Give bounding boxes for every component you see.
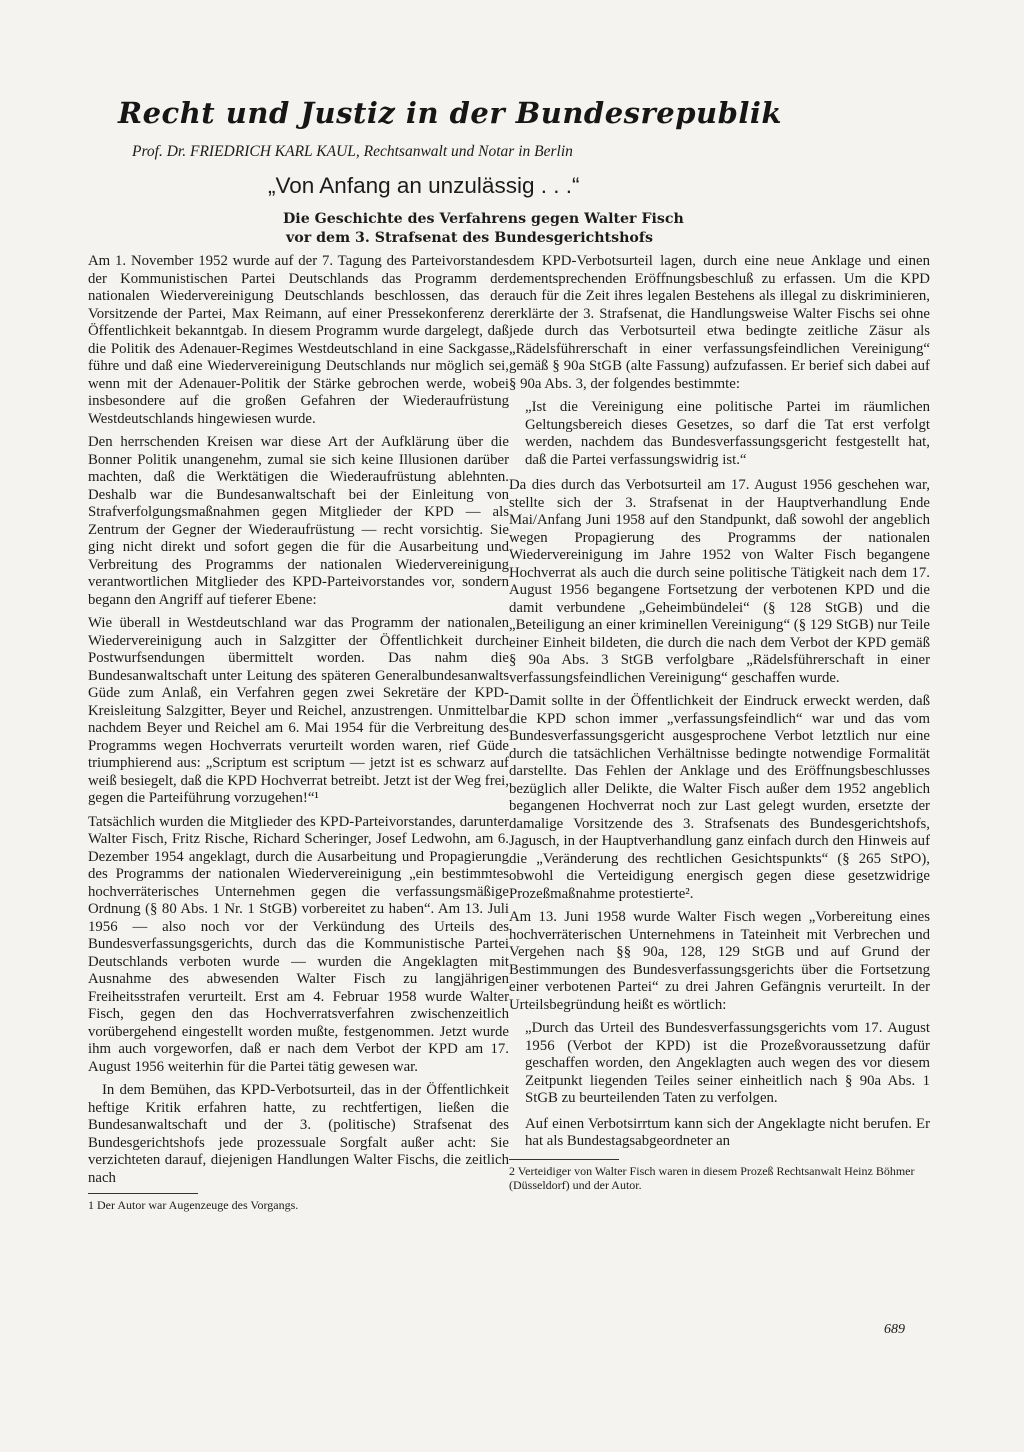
paragraph: Wie überall in Westdeutschland war das Programm der nationalen Wiedervereinigung auch in Salzgitter der Öffentlichkeit durch Postwurfsendungen übermittelt worden. Das nahm die Bundesanwaltschaft unter Leitung des späteren Generalbundesanwalts Güde zum Anlaß, ein Verfahren gegen zwei Sekretäre der KPD-Kreisleitung Salzgitter, Beyer und Reichel, anzustrengen. Unmittelbar nachdem Beyer und Reichel am 6. Mai 1954 für die Verbreitung des Programms wegen Hochverrats verurteilt worden waren, rief Güde triumphierend aus: „Scriptum est scriptum — jetzt ist es schwarz auf weiß besiegelt, daß die KPD Hochverrat betreibt. Jetzt ist der Weg frei, gegen die Parteiführung vorzugehen!“¹	[88, 615, 509, 806]
paragraph: dem KPD-Verbotsurteil lagen, durch eine neue Anklage und einen dementsprechenden Eröffnungsbeschluß zu erfassen. Um die KPD auch für die Zeit ihres legalen Bestehens als illegal zu diskriminieren, erklärte der 3. Strafsenat, die Handlungsweise Walter Fischs sei ohne jede durch das Verbotsurteil etwa bedingte zeitliche Zäsur als „Rädelsführerschaft in einer verfassungsfeindlichen Vereinigung“ gemäß § 90a StGB (alte Fassung) aufzufassen. Er berief sich dabei auf § 90a Abs. 3, der folgendes bestimmte:	[509, 253, 930, 392]
article-subtitle	[283, 210, 843, 248]
section-title: Recht und Justiz in der Bundesrepublik	[118, 96, 782, 130]
author-line: Prof. Dr. FRIEDRICH KARL KAUL, Rechtsanwalt und Notar in Berlin	[132, 143, 573, 160]
paragraph: Tatsächlich wurden die Mitglieder des KPD-Parteivorstandes, darunter Walter Fisch, Fritz Rische, Richard Scheringer, Josef Ledwohn, am 6. Dezember 1954 angeklagt, durch die Ausarbeitung und Propagierung des Programms der nationalen Wiedervereinigung „ein bestimmtes hochverräterisches Unternehmen gegen die verfassungsmäßige Ordnung (§ 80 Abs. 1 Nr. 1 StGB) vorbereitet zu haben“. Am 13. Juli 1956 — also noch vor der Verkündung des Urteils des Bundesverfassungsgerichts, durch das die Kommunistische Partei Deutschlands verboten wurde — wurden die Angeklagten mit Ausnahme des abwesenden Walter Fisch zu langjährigen Freiheitsstrafen verurteilt. Erst am 4. Februar 1958 wurde Walter Fisch, gegen den das Hochverratsverfahren zwischenzeitlich vorübergehend eingestellt worden mußte, festgenommen. Jetzt wurde ihm auch vorgeworfen, daß er nach dem Verbot der KPD am 17. August 1956 weiterhin für die Partei tätig gewesen war.	[88, 813, 509, 1075]
block-quote: „Ist die Vereinigung eine politische Partei im räumlichen Geltungsbereich dieses Gesetzes, so darf die Tat erst verfolgt werden, nachdem das Bundesverfassungsgericht festgestellt hat, daß die Partei verfassungswidrig ist.“	[525, 399, 930, 468]
paragraph: In dem Bemühen, das KPD-Verbotsurteil, das in der Öffentlichkeit heftige Kritik erfahren hatte, zu rechtfertigen, ließen die Bundesanwaltschaft und der 3. (politische) Strafsenat des Bundesgerichtshofs jede prozessuale Sorgfalt außer acht: Sie verzichteten darauf, diejenigen Handlungen Walter Fischs, die zeitlich nach	[88, 1082, 509, 1186]
footnote-divider	[509, 1159, 619, 1160]
paragraph: Am 1. November 1952 wurde auf der 7. Tagung des Parteivorstandes der Kommunistischen Partei Deutschlands das Programm der nationalen Wiedervereinigung Deutschlands beschlossen, das der Vorsitzende der Partei, Max Reimann, auf einer Pressekonferenz der Öffentlichkeit bekanntgab. In diesem Programm wurde dargelegt, daß die Politik des Adenauer-Regimes Westdeutschland in eine Sackgasse führe und daß eine Wiedervereinigung Deutschlands nur möglich sei, wenn mit der Adenauer-Politik der Stärke gebrochen werde, wobei insbesondere auf die großen Gefahren der Wiederaufrüstung Westdeutschlands hingewiesen wurde.	[88, 253, 509, 427]
paragraph: Da dies durch das Verbotsurteil am 17. August 1956 geschehen war, stellte sich der 3. Strafsenat in der Hauptverhandlung Ende Mai/Anfang Juni 1958 auf den Standpunkt, daß sowohl der angeblich wegen Propagierung des Programms der nationalen Wiedervereinigung im Jahre 1952 von Walter Fisch begangene Hochverrat als auch die durch seine politische Tätigkeit nach dem 17. August 1956 begangene Fortsetzung der verbotenen KPD und die damit verbundene „Geheimbündelei“ (§ 128 StGB) und die „Beteiligung an einer kriminellen Vereinigung“ (§ 129 StGB) nur Teile einer Einheit bildeten, die durch die nach dem Verbot der KPD gemäß § 90a Abs. 3 StGB verfolgbare „Rädelsführerschaft in einer verfassungsfeindlichen Vereinigung“ geschaffen wurde.	[509, 477, 930, 686]
paragraph: Damit sollte in der Öffentlichkeit der Eindruck erweckt werden, daß die KPD schon immer „verfassungsfeindlich“ war und das vom Bundesverfassungsgericht ausgesprochene Verbot letztlich nur eine durch die tatsächlichen Verhältnisse bedingte notwendige Formalität darstellte. Das Fehlen der Anklage und des Eröffnungsbeschlusses bezüglich aller Delikte, die Walter Fisch außer dem 1952 angeblich begangenen Hochverrat noch zur Last gelegt wurden, ersetzte der damalige Vorsitzende des 3. Strafsenats des Bundesgerichtshofs, Jagusch, in der Hauptverhandlung ganz einfach durch den Hinweis auf die „Veränderung des rechtlichen Gesichtspunkts“ (§ 265 StPO), obwohl die Verteidigung energisch gegen diese gesetzwidrige Prozeßmaßnahme protestierte².	[509, 693, 930, 902]
footnote-2: 2 Verteidiger von Walter Fisch waren in diesem Prozeß Rechtsanwalt Heinz Böhmer (Düsseldorf) und der Autor.	[509, 1163, 915, 1192]
right-column	[509, 253, 930, 1192]
block-quote: Auf einen Verbotsirrtum kann sich der Angeklagte nicht berufen. Er hat als Bundestagsabgeordneter an	[525, 1115, 930, 1149]
paragraph: Am 13. Juni 1958 wurde Walter Fisch wegen „Vorbereitung eines hochverräterischen Unternehmens in Tateinheit mit Verbrechen und Vergehen nach §§ 90a, 128, 129 StGB und auf Grund der Bestimmungen des Bundesverfassungsgerichts über die Fortsetzung einer verbotenen Partei“ zu drei Jahren Gefängnis verurteilt. In der Urteilsbegründung heißt es wörtlich:	[509, 909, 930, 1013]
block-quote: „Durch das Urteil des Bundesverfassungsgerichts vom 17. August 1956 (Verbot der KPD) ist die Prozeßvoraussetzung dafür geschaffen worden, den Angeklagten auch wegen des vor diesem Zeitpunkt liegenden Teiles seiner einheitlich nach § 90a Abs. 1 StGB zu beurteilenden Taten zu verfolgen.	[525, 1020, 930, 1106]
subtitle-line-2: vor dem 3. Strafsenat des Bundesgerichtshofs	[286, 230, 653, 246]
footnote-divider	[88, 1193, 198, 1194]
subtitle-line-1: Die Geschichte des Verfahrens gegen Walter Fisch	[283, 211, 684, 227]
page-number: 689	[884, 1322, 905, 1337]
footnote-1: 1 Der Autor war Augenzeuge des Vorgangs.	[88, 1198, 299, 1212]
left-column	[88, 253, 509, 1212]
paragraph: Den herrschenden Kreisen war diese Art der Aufklärung über die Bonner Politik unangenehm, zumal sie sich keine Illusionen darüber machten, daß die Werktätigen die Wiederaufrüstung ablehnten. Deshalb war die Bundesanwaltschaft bei der Einleitung von Strafverfolgungsmaßnahmen gegen Mitglieder der KPD — als Zentrum der Gegner der Wiederaufrüstung — recht vorsichtig. Sie ging nicht direkt und sofort gegen die für die Ausarbeitung und Verbreitung des Programms der nationalen Wiedervereinigung verantwortlichen Mitglieder des KPD-Parteivorstandes vor, sondern begann den Angriff auf tieferer Ebene:	[88, 434, 509, 608]
article-title: „Von Anfang an unzulässig . . .“	[268, 173, 580, 198]
